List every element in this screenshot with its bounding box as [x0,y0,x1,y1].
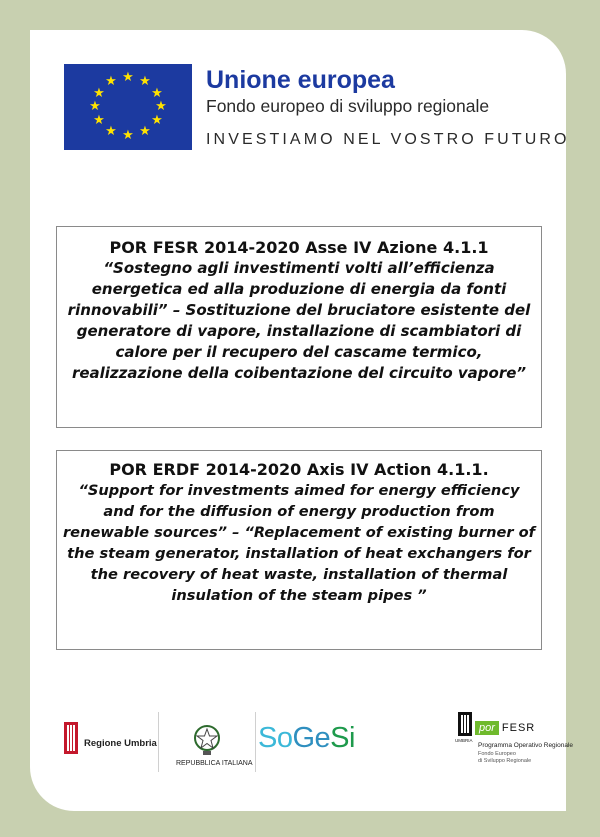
regione-umbria-emblem-icon [64,722,78,754]
star-icon: ★ [93,113,105,128]
star-icon: ★ [151,86,163,101]
star-icon: ★ [122,70,134,85]
porfesr-fesr: FESR [501,722,536,734]
sogesi-logo-part: Ge [292,722,331,754]
repubblica-name: REPUBBLICA ITALIANA [176,760,253,767]
sogesi-logo-part: So [258,722,293,754]
eu-subtitle: Fondo europeo di sviluppo regionale [206,96,490,116]
porfesr-por: por [475,721,499,735]
star-icon: ★ [139,74,151,89]
star-icon: ★ [139,124,151,139]
star-icon: ★ [105,74,117,89]
star-icon: ★ [93,86,105,101]
english-heading: POR ERDF 2014-2020 Axis IV Action 4.1.1. [109,460,489,479]
star-icon: ★ [122,128,134,143]
eu-slogan: INVESTIAMO NEL VOSTRO FUTURO [206,131,570,148]
eu-flag [64,64,192,150]
logo-divider [158,712,159,772]
star-icon: ★ [89,99,101,114]
repubblica-emblem-icon [190,722,224,758]
star-icon: ★ [105,124,117,139]
italian-heading: POR FESR 2014-2020 Asse IV Azione 4.1.1 [109,238,489,257]
italian-description-box [56,226,542,428]
umbria-emblem-label: UMBRIA [455,738,473,743]
english-description-box [56,450,542,650]
logo-divider [255,712,256,772]
sogesi-logo [258,722,355,755]
regione-umbria-name: Regione Umbria [84,738,157,749]
star-icon: ★ [151,113,163,128]
italian-body: “Sostegno agli investimenti volti all’efficienza energetica ed alla produzione di energia da fonti rinnovabili” – Sostituzione del bruciatore esistente del generatore di vapore, installazione di scambiatori di calore per il recupero del cascame termico, realizzazione della coibentazione del circuito vapore” [67,259,531,382]
porfesr-fund-line: Fondo Europeo [478,751,516,757]
english-body: “Support for investments aimed for energy efficiency and for the diffusion of energy production from renewable sources” – “Replacement of existing burner of the steam generator, installation of heat exchangers for the recovery of heat waste, installation of thermal insulation of the steam pipes ” [62,482,536,604]
porfesr-logo [475,716,535,735]
porfesr-program-name: Programma Operativo Regionale [478,742,574,749]
porfesr-fund-line: di Sviluppo Regionale [478,758,532,764]
sogesi-logo-part: Si [330,722,355,754]
star-icon: ★ [155,99,167,114]
eu-title: Unione europea [206,66,395,94]
umbria-emblem-icon [458,712,472,736]
